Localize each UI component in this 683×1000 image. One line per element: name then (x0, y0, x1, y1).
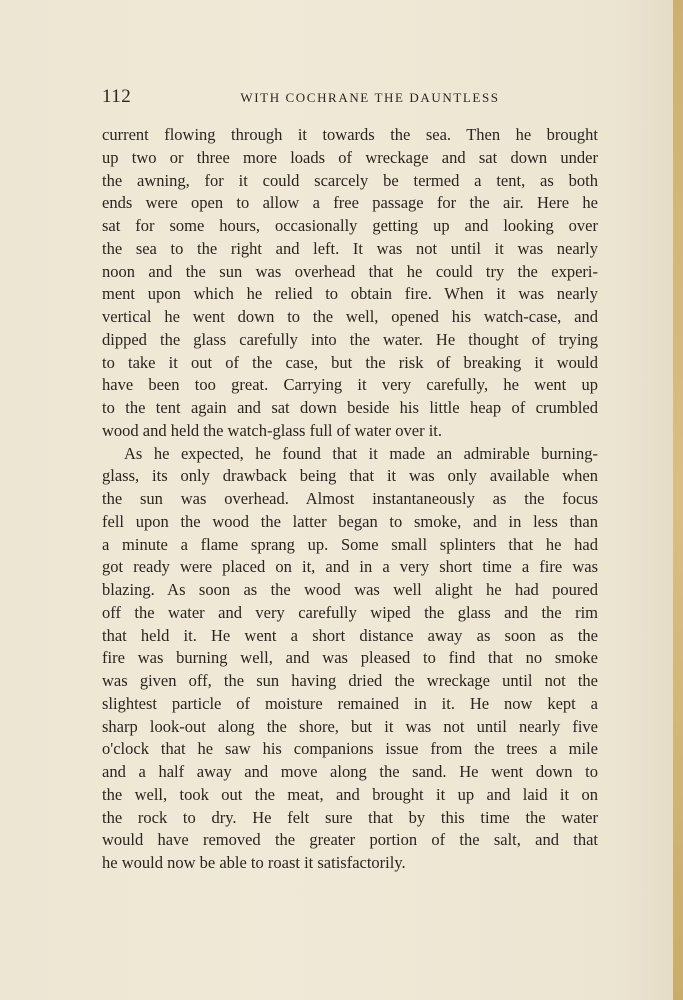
text-line: that held it. He went a short distance away as soon as the (102, 625, 598, 645)
text-line: slightest particle of moisture remained in it. He now kept a (102, 693, 598, 713)
text-line: he would now be able to roast it satisfactorily. (102, 853, 406, 872)
text-line: the sun was overhead. Almost instantaneously as the focus (102, 489, 598, 508)
page-header (102, 86, 598, 112)
text-line: glass, its only drawback being that it was only available when (102, 466, 598, 486)
text-line: off the water and very carefully wiped the glass and the rim (102, 602, 598, 622)
page-number: 112 (102, 86, 132, 107)
text-line: have been too great. Carrying it very carefully, he went up (102, 375, 598, 395)
paragraph-2 (102, 443, 598, 875)
text-line: ment upon which he relied to obtain fire. When it was nearly (102, 284, 598, 304)
paragraph-1 (102, 124, 598, 443)
text-line: a minute a flame sprang up. Some small splinters that he had (102, 534, 598, 554)
text-line: to the tent again and sat down beside his little heap of crumbled (102, 398, 598, 417)
text-line: As he expected, he found that it made an admirable burning- (124, 443, 598, 463)
text-line: the rock to dry. He felt sure that by this time the water (102, 807, 598, 827)
text-line: to take it out of the case, but the risk of breaking it would (102, 352, 598, 372)
text-line: got ready were placed on it, and in a very short time a fire was (102, 557, 598, 577)
text-line: fire was burning well, and was pleased to find that no smoke (102, 648, 598, 668)
text-line: current flowing through it towards the sea. Then he brought (102, 125, 598, 144)
text-line: and a half away and move along the sand. He went down to (102, 762, 598, 781)
text-line: vertical he went down to the well, opened his watch-case, and (102, 307, 598, 326)
text-line: noon and the sun was overhead that he could try the experi- (102, 261, 598, 281)
text-line: the sea to the right and left. It was not until it was nearly (102, 238, 598, 258)
text-line: sat for some hours, occasionally getting up and looking over (102, 216, 598, 235)
text-line: sharp look-out along the shore, but it was not until nearly five (102, 716, 598, 736)
page-edge (673, 0, 683, 1000)
text-line: the well, took out the meat, and brought it up and laid it on (102, 784, 598, 804)
text-line: would have removed the greater portion of the salt, and that (102, 830, 598, 850)
text-line: the awning, for it could scarcely be termed a tent, as both (102, 170, 598, 190)
text-line: o'clock that he saw his companions issue from the trees a mile (102, 739, 598, 759)
text-line: fell upon the wood the latter began to smoke, and in less than (102, 511, 598, 531)
text-line: up two or three more loads of wreckage and sat down under (102, 147, 598, 167)
text-line: wood and held the watch-glass full of water over it. (102, 420, 442, 440)
running-head: WITH COCHRANE THE DAUNTLESS (240, 90, 500, 105)
body-text (102, 124, 598, 875)
text-line: blazing. As soon as the wood was well alight he had poured (102, 580, 598, 599)
text-line: was given off, the sun having dried the wreckage until not the (102, 671, 598, 690)
text-line: dipped the glass carefully into the water. He thought of trying (102, 329, 598, 349)
text-line: ends were open to allow a free passage for the air. Here he (102, 193, 598, 213)
